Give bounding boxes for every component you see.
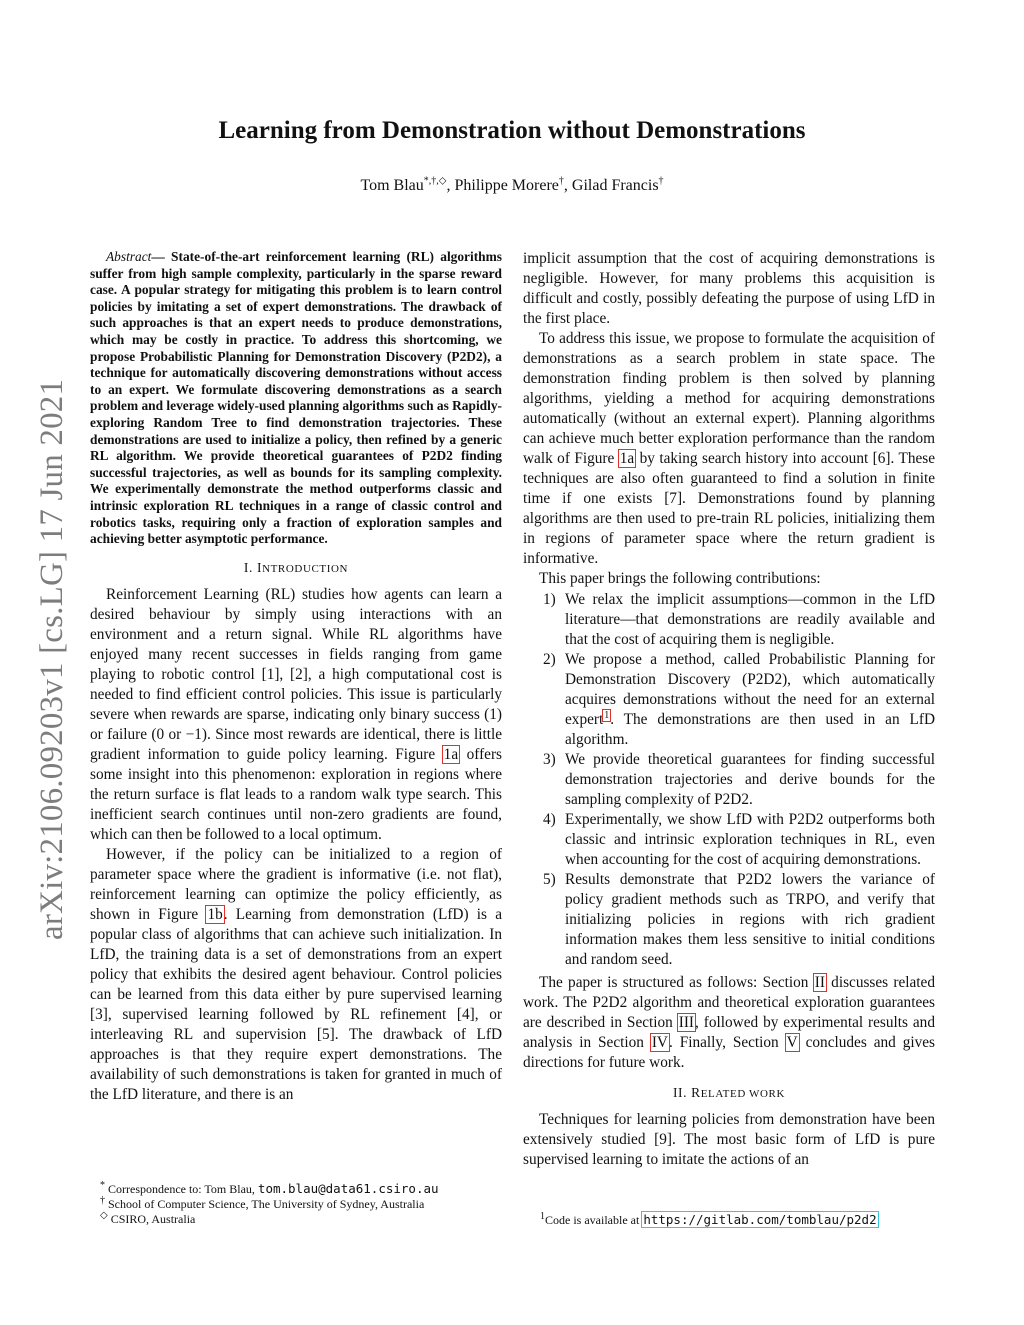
arxiv-stamp: arXiv:2106.09203v1 [cs.LG] 17 Jun 2021	[34, 378, 70, 940]
text-run: , followed by experimental results and analysis in Section	[523, 1014, 935, 1051]
footnote-text: CSIRO, Australia	[107, 1212, 196, 1226]
related-paragraph: Techniques for learning policies from demonstration have been extensively studied [9]. The most basic form of LfD is pure supervised learning to imitate the actions of an	[523, 1111, 935, 1168]
section-title-rest: NTRODUCTION	[262, 562, 349, 575]
footnote-ref-link[interactable]: 1	[604, 709, 610, 721]
text-run: We propose a method, called Probabilistic Planning for Demonstration Discovery (P2D2), which automatically acquires demonstrations without the need for an external expert	[565, 651, 935, 728]
paper-title: Learning from Demonstration without Demonstrations	[218, 117, 806, 144]
text-run: . The demonstrations are then used in an LfD algorithm.	[565, 711, 935, 748]
list-item	[523, 810, 935, 870]
footnote-text: Code is available at	[545, 1213, 643, 1227]
list-number: 2)	[543, 651, 556, 668]
text-run: discusses related work. The P2D2 algorithm and theoretical exploration guarantees are described in Section	[523, 974, 935, 1031]
list-text: Results demonstrate that P2D2 lowers the variance of policy gradient methods such as TRPO, and verify that initializing policies in regions with rich gradient information makes them less sensitive to initial conditions and random seed.	[565, 871, 935, 968]
figure-ref-link[interactable]: 1a	[443, 745, 459, 763]
list-item	[523, 750, 935, 810]
footnote	[100, 1181, 500, 1197]
footnotes-left	[100, 1181, 500, 1227]
footnote-mark: *	[100, 1180, 105, 1191]
footnote-mark: 1	[540, 1211, 545, 1222]
list-text	[565, 650, 935, 750]
structure-paragraph	[523, 973, 935, 1073]
footnote-text: Correspondence to: Tom Blau,	[105, 1182, 258, 1196]
text-run: To address this issue, we propose to formulate the acquisition of demonstrations as a search problem in state space. The demonstration finding problem is then solved by planning algorithms, yielding a method for acquiring demonstrations automatically (without an external expert). Planning algorithms can achieve much better exploration performance than the random walk of Figure	[523, 330, 935, 467]
text-run: . Finally, Section	[668, 1034, 786, 1051]
text-run: offers some insight into this phenomenon: exploration in regions where the return surface is flat leads to a random walk type search. This inefficient search continues until non-zero gradients are found, which can then be followed to a local optimum.	[90, 745, 502, 843]
section-ref-link[interactable]: III	[678, 1014, 695, 1031]
list-text: Experimentally, we show LfD with P2D2 outperforms both classic and intrinsic exploration techniques in RL, even when accounting for the cost of acquiring demonstrations.	[565, 811, 935, 868]
footnote	[100, 1197, 500, 1212]
abstract-text: — State-of-the-art reinforcement learning (RL) algorithms suffer from high sample complexity, particularly in the sparse reward case. A popular strategy for mitigating this problem is to learn control policies by imitating a set of expert demonstrations. The drawback of such approaches is that an expert needs to produce demonstrations, which may be costly in practice. To address this shortcoming, we propose Probabilistic Planning for Demonstration Discovery (P2D2), a technique for automatically discovering demonstrations without access to an expert. We formulate discovering demonstrations as a search problem and leverage widely-used planning algorithms such as Rapidly-exploring Random Tree to find demonstration trajectories. These demonstrations are used to initialize a policy, then refined by a generic RL algorithm. We provide theoretical guarantees of P2D2 finding successful trajectories, as well as bounds for its sampling complexity. We experimentally demonstrate the method outperforms classic and intrinsic exploration RL techniques in a range of classic control and robotics tasks, requiring only a fraction of exploration samples and achieving better asymptotic performance.	[90, 249, 502, 547]
section-title-initial: I	[256, 559, 263, 575]
section-number: II.	[672, 1085, 688, 1100]
footnote-mark: †	[100, 1195, 105, 1206]
code-url-link[interactable]: https://gitlab.com/tomblau/p2d2	[643, 1212, 877, 1227]
abstract-label: Abstract	[106, 249, 152, 264]
list-item	[523, 590, 935, 650]
author-affiliation-marks: †	[558, 175, 564, 187]
author-affiliation-marks: †	[658, 175, 664, 187]
section-ref-link[interactable]: II	[814, 974, 825, 991]
text-run: However, if the policy can be initialized to a region of parameter space where the gradient is informative (i.e. not flat), reinforcement learning can optimize the policy efficiently, as shown in Figure	[90, 845, 502, 923]
author-name: Gilad Francis	[571, 177, 659, 194]
list-number: 5)	[543, 871, 556, 888]
text-run: Reinforcement Learning (RL) studies how agents can learn a desired behaviour by simply using interactions with an environment and a return signal. While RL algorithms have enjoyed many recent successes in fields ranging from game playing to robotic control [1], [2], a high computational cost is needed to find efficient control policies. This issue is particularly severe when rewards are sparse, indicating only binary success (1) or failure (0 or −1). Since most rewards are identical, there is little gradient information to guide policy learning. Figure	[90, 585, 502, 763]
intro-paragraph	[90, 585, 502, 845]
left-column	[90, 249, 502, 1105]
author-name: Philippe Morere	[454, 177, 559, 194]
email-link[interactable]: tom.blau@data61.csiro.au	[257, 1181, 439, 1196]
list-text: We relax the implicit assumptions—common in the LfD literature—that demonstrations are readily available and that the cost of acquiring them is negligible.	[565, 591, 935, 648]
figure-ref-link[interactable]: 1a	[619, 450, 635, 467]
intro-paragraph	[90, 845, 502, 1105]
footnote	[100, 1212, 500, 1227]
section-heading-related-work	[523, 1083, 935, 1104]
section-title-initial: R	[691, 1085, 701, 1100]
contributions-list	[523, 590, 935, 970]
contributions-intro: This paper brings the following contributions:	[539, 570, 821, 587]
footnote-text: School of Computer Science, The University of Sydney, Australia	[105, 1197, 425, 1211]
list-number: 3)	[543, 751, 556, 768]
text-run: concludes and gives directions for future work.	[523, 1034, 936, 1071]
list-text: We provide theoretical guarantees for finding successful demonstration trajectories and derive bounds for the sampling complexity of P2D2.	[565, 751, 935, 808]
section-number: I.	[243, 559, 253, 575]
author-list: Tom Blau*,†,◇, Philippe Morere†, Gilad Francis†	[360, 175, 664, 194]
figure-ref-link[interactable]: 1b	[207, 905, 223, 923]
section-ref-link[interactable]: V	[786, 1034, 798, 1051]
body-paragraph: implicit assumption that the cost of acquiring demonstrations is negligible. However, for many problems this acquisition is difficult and costly, possibly defeating the purpose of using LfD in the first place.	[523, 250, 935, 327]
section-ref-link[interactable]: IV	[651, 1034, 668, 1051]
author-name: Tom Blau	[360, 177, 424, 194]
text-run: by taking search history into account [6]. These techniques are also often guaranteed to find a solution in finite time if one exists [7]. Demonstrations found by planning algorithms are then used to pre-train RL policies, initializing them in regions of parameter space where the return gradient is informative.	[523, 450, 935, 567]
section-heading-introduction	[90, 558, 502, 579]
right-column	[523, 249, 935, 1170]
footnote-code	[540, 1212, 930, 1228]
text-run: The paper is structured as follows: Section	[539, 974, 814, 991]
list-item	[523, 870, 935, 970]
section-title-rest: ELATED WORK	[700, 1088, 786, 1100]
list-number: 1)	[543, 591, 556, 608]
footnote-mark: ◇	[100, 1210, 108, 1221]
abstract	[90, 249, 502, 548]
text-run: . Learning from demonstration (LfD) is a popular class of algorithms that can achieve such initialization. In LfD, the training data is a set of demonstrations from an expert policy that exhibits the desired agent behaviour. Control policies can be learned from this data either by pure supervised learning [3], supervised learning followed by RL refinement [4], or interleaving RL and supervision [5]. The drawback of LfD approaches is that they require expert demonstrations. The availability of such demonstrations is taken for granted in much of the LfD literature, and there is an	[90, 905, 502, 1103]
list-number: 4)	[543, 811, 556, 828]
body-paragraph	[523, 329, 935, 569]
list-item	[523, 650, 935, 750]
author-affiliation-marks: *,†,◇	[423, 175, 447, 187]
